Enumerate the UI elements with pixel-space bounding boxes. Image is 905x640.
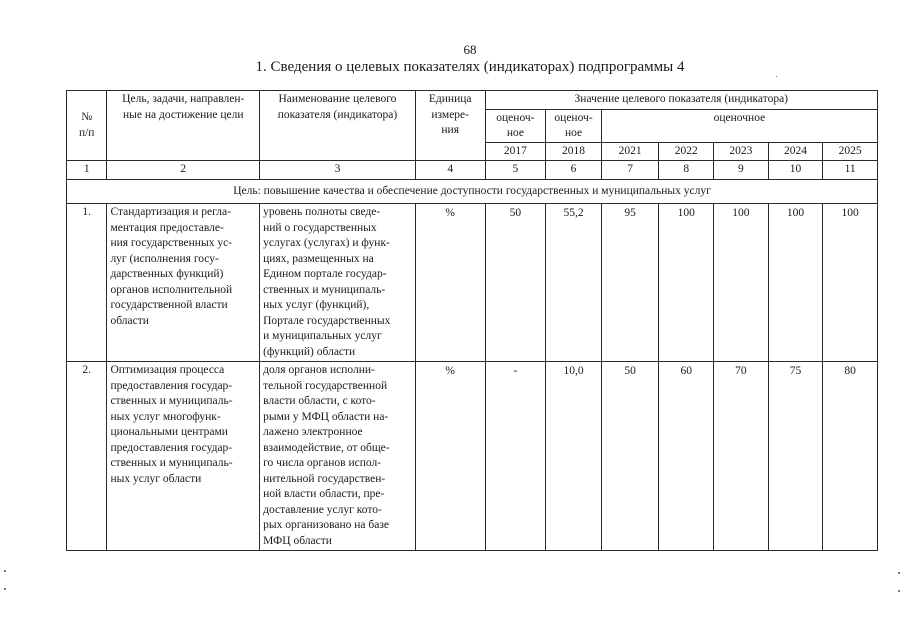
page-number: 68 — [463, 42, 477, 57]
value-cell: 10,0 — [546, 362, 602, 551]
value-cell: 70 — [714, 362, 769, 551]
indicator-text: доля органов исполни- тельной государственной власти области, с кото- рыми у МФЦ области на- лажено электронное взаимодействие, от обще- го числа органов испол- нительной государствен- ной власти области, пре- доставление услуг кото- рых организовано на базе МФЦ области — [260, 362, 416, 551]
column-number: 5 — [485, 161, 546, 180]
header-goal: Цель, задачи, направлен- ные на достижение цели — [107, 91, 260, 161]
column-number: 11 — [823, 161, 878, 180]
year-cell: 2022 — [659, 142, 714, 161]
column-number: 4 — [415, 161, 485, 180]
header-values: Значение целевого показателя (индикатора) — [485, 91, 877, 110]
value-cell: 100 — [659, 204, 714, 362]
year-cell: 2018 — [546, 142, 602, 161]
row-number: 1. — [67, 204, 107, 362]
column-number: 7 — [601, 161, 659, 180]
goal-row — [67, 179, 878, 204]
column-number: 10 — [768, 161, 823, 180]
column-number: 8 — [659, 161, 714, 180]
goal-text: Цель: повышение качества и обеспечение доступности государственных и муниципальных услуг — [67, 179, 878, 204]
unit-cell: % — [415, 362, 485, 551]
value-cell: 80 — [823, 362, 878, 551]
header-est-2018: оценоч- ное — [546, 109, 602, 142]
indicators-table — [66, 90, 878, 551]
header-unit: Единица измере- ния — [415, 91, 485, 161]
scan-speck — [898, 590, 900, 592]
column-number: 1 — [67, 161, 107, 180]
value-cell: 100 — [714, 204, 769, 362]
header-num: № п/п — [67, 91, 107, 161]
value-cell: 60 — [659, 362, 714, 551]
table-row — [67, 204, 878, 362]
header-est-group: оценочное — [601, 109, 877, 142]
value-cell: 50 — [485, 204, 546, 362]
table-row — [67, 362, 878, 551]
unit-cell: % — [415, 204, 485, 362]
scan-speck — [776, 76, 777, 77]
scan-speck — [4, 570, 6, 572]
value-cell: 55,2 — [546, 204, 602, 362]
value-cell: - — [485, 362, 546, 551]
row-number: 2. — [67, 362, 107, 551]
value-cell: 100 — [823, 204, 878, 362]
value-cell: 95 — [601, 204, 659, 362]
task-text: Оптимизация процесса предоставления государ- ственных и муниципаль- ных услуг многофунк- циональными центрами предоставления государ- ственных и муниципаль- ных услуг области — [107, 362, 260, 551]
year-cell: 2025 — [823, 142, 878, 161]
year-cell: 2017 — [485, 142, 546, 161]
column-number: 3 — [260, 161, 416, 180]
column-number: 2 — [107, 161, 260, 180]
scan-speck — [898, 572, 900, 574]
column-number: 6 — [546, 161, 602, 180]
column-number: 9 — [714, 161, 769, 180]
indicator-text: уровень полноты сведе- ний о государственных услугах (услугах) и функ- циях, размещенных на Едином портале государ- ственных и муниципаль- ных услуг (функций), Портале государственных и муниципальных услуг (функций) области — [260, 204, 416, 362]
value-cell: 75 — [768, 362, 823, 551]
task-text: Стандартизация и регла- ментация предоставле- ния государственных ус- луг (исполнения госу- дарственных функций) органов исполнительной государственной власти области — [107, 204, 260, 362]
value-cell: 50 — [601, 362, 659, 551]
year-cell: 2021 — [601, 142, 659, 161]
year-cell: 2023 — [714, 142, 769, 161]
year-cell: 2024 — [768, 142, 823, 161]
column-number-row — [67, 161, 878, 180]
scan-speck — [4, 588, 6, 590]
header-indicator: Наименование целевого показателя (индикатора) — [260, 91, 416, 161]
header-row-1 — [67, 91, 878, 110]
header-est-2017: оценоч- ное — [485, 109, 546, 142]
page-title: 1. Сведения о целевых показателях (индикаторах) подпрограммы 4 — [255, 59, 685, 75]
value-cell: 100 — [768, 204, 823, 362]
